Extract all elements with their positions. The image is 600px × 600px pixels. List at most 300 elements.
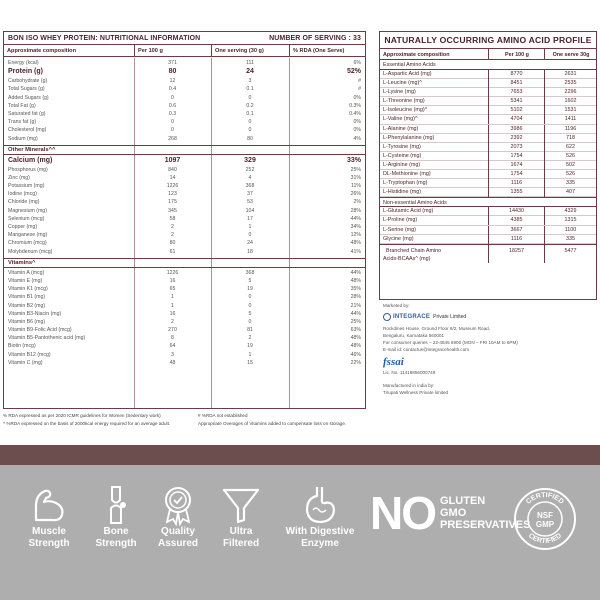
amino-name: L-Tryptophan (mg) [383, 180, 428, 187]
nutrient-row [4, 277, 365, 285]
nutrient-row [4, 342, 365, 350]
amino-row [380, 106, 596, 115]
nutrient-name: Carbohydrate (g) [8, 78, 48, 85]
nutrient-name: Saturated fat (g) [8, 110, 46, 117]
filter-funnel-icon [220, 484, 262, 526]
free-from-item: GLUTEN [440, 495, 486, 507]
rda-value: 48% [350, 343, 361, 350]
essential-rows [380, 70, 596, 197]
servings-count: NUMBER OF SERVING : 33 [269, 34, 361, 42]
rda-value: 25% [350, 166, 361, 173]
brand-suffix: Private Limited [433, 313, 467, 320]
integrace-logo [383, 311, 593, 322]
serving-value: 0 [248, 302, 252, 309]
serving-value: 0.2 [246, 102, 254, 109]
serving-value: 0 [248, 127, 252, 134]
per100-value: 3986 [488, 125, 544, 134]
nutrient-row [4, 231, 365, 239]
rda-value: 2% [353, 199, 361, 206]
serve-value: 1196 [544, 125, 596, 134]
serve-value: 2631 [544, 70, 596, 79]
nutrient-name: Vitamin B9-Folic Acid (mcg) [8, 327, 72, 334]
amino-row [380, 216, 596, 225]
nutrient-name: Vitamin B1 (mg) [8, 294, 46, 301]
nutrient-row [4, 67, 365, 77]
amino-name: L-Histidine (mg) [383, 189, 422, 196]
serve-value: 335 [544, 235, 596, 244]
nutrient-row [4, 285, 365, 293]
email-line: E-mail id: contactus@integracehealth.com [383, 347, 470, 352]
serving-value: 19 [247, 286, 253, 293]
serve-value: 1602 [544, 97, 596, 106]
nutrient-row [4, 215, 365, 223]
per100-value: 0 [171, 127, 174, 134]
feature-line2: Assured [157, 538, 198, 549]
amino-name: L-Tyrosine (mg) [383, 143, 421, 150]
per100-value: 16 [169, 310, 176, 317]
serve-value: 502 [544, 161, 596, 170]
amino-row [380, 207, 596, 216]
serve-value: 1411 [544, 115, 596, 124]
feature-line2: Enzyme [301, 538, 339, 549]
essential-section-title: Essential Amino Acids [380, 60, 596, 70]
rda-value: 48% [350, 277, 361, 284]
col-serving: One serving (30 g) [211, 45, 289, 56]
per100-value: 1 [171, 294, 174, 301]
bcaa-line1: Branched Chain Amino [386, 247, 442, 254]
amino-row [380, 143, 596, 152]
nutrient-row [4, 318, 365, 326]
col-composition: Approximate composition [383, 52, 450, 58]
per100-value: 12 [169, 78, 176, 85]
nonessential-section-title: Non-essential Amino Acids [380, 197, 596, 207]
nutrient-row [4, 77, 365, 85]
serving-value: 3 [248, 78, 252, 85]
marketer-block [383, 303, 593, 396]
bone-joint-icon [95, 484, 137, 526]
per100-value: 371 [168, 60, 177, 66]
per100-value: 0 [171, 119, 174, 126]
address-line: Bengaluru, Karnataka 560001 [383, 333, 445, 338]
per100-value: 3667 [488, 226, 544, 235]
per100-value: 14 [169, 174, 176, 181]
nutrient-row [4, 174, 365, 182]
per100-value: 80 [169, 240, 176, 247]
rda-value: 44% [350, 215, 361, 222]
column-divider [134, 58, 135, 408]
nutrient-name: Magnesium (mg) [8, 207, 47, 214]
vitamin-rows [4, 269, 365, 367]
nutrient-row [4, 118, 365, 126]
per100-value: 14430 [488, 207, 544, 216]
amino-name: L-Phenylalanine (mg) [383, 134, 435, 141]
per100-value: 0.3 [168, 110, 177, 117]
per100-value: 4385 [488, 216, 544, 225]
per100-value: 2 [171, 318, 174, 325]
serve-value: 718 [544, 134, 596, 143]
free-from-claims [370, 487, 531, 539]
per100-value: 58 [169, 215, 176, 222]
per100-value: 123 [168, 191, 177, 198]
nutrient-row [4, 302, 365, 310]
rda-value: 46% [350, 351, 361, 358]
feature-line1: With Digestive [285, 526, 355, 537]
per100-value: 1674 [488, 161, 544, 170]
per100-value: 270 [168, 327, 177, 334]
rda-value: 35% [350, 286, 361, 293]
free-from-item: GMO [440, 507, 467, 519]
serve-value: 2296 [544, 88, 596, 97]
per100-value: 1116 [488, 179, 544, 188]
per100-value: 80 [168, 68, 177, 76]
serving-value: 0 [248, 294, 252, 301]
per100-value: 1355 [488, 188, 544, 197]
marketed-by-label: Marketed by: [383, 303, 410, 308]
serve-value: 526 [544, 152, 596, 161]
amino-row [380, 125, 596, 134]
seal-bottom-text: CERTIFIED [526, 532, 564, 546]
amino-title: NATURALLY OCCURRING AMINO ACID PROFILE [380, 32, 596, 49]
amino-row [380, 97, 596, 106]
bcaa-line2: Acids-BCAAs^ (mg) [383, 255, 431, 262]
serving-value: 5 [248, 310, 252, 317]
amino-row [380, 226, 596, 235]
nutrient-row [4, 248, 365, 256]
per100-value: 1226 [166, 269, 179, 276]
feature-quality-assured [147, 484, 209, 550]
col-serve: One serve 30g [544, 49, 596, 59]
feature-digestive-enzyme [277, 484, 363, 550]
per100-value: 268 [168, 135, 177, 142]
per100-value: 2 [171, 224, 174, 230]
brand-name: INTEGRACE [393, 313, 431, 320]
amino-name: L-Proline (mg) [383, 217, 418, 224]
serving-value: 368 [245, 183, 255, 190]
serve-value: 2535 [544, 79, 596, 88]
rda-value: # [358, 78, 361, 85]
nutrient-name: Potassium (mg) [8, 183, 45, 190]
nutrient-row [4, 102, 365, 110]
amino-row [380, 88, 596, 97]
nutrient-name: Protein (g) [8, 68, 43, 76]
stomach-icon [299, 484, 341, 526]
serving-value: 5 [248, 277, 252, 284]
serving-value: 17 [247, 215, 253, 222]
feature-line1: Ultra [229, 526, 253, 537]
serving-value: 252 [245, 166, 255, 173]
footnote-text: Appropriate Overages of Vitamins added to compensate loss on storage. [198, 421, 347, 426]
per100-value: 0.6 [168, 102, 177, 109]
nutrient-name: Trans fat (g) [8, 119, 37, 126]
rda-value: 6% [353, 60, 361, 66]
amino-row [380, 79, 596, 88]
per100-value: 840 [168, 166, 177, 173]
per100-value: 7653 [488, 88, 544, 97]
nutrient-name: Calcium (mg) [8, 156, 53, 164]
nutrient-name: Cholesterol (mg) [8, 127, 47, 134]
nutrient-row [4, 110, 365, 118]
nutrient-name: Vitamin B12 (mcg) [8, 351, 51, 358]
serving-value: 0 [248, 94, 252, 101]
rda-value: 63% [350, 327, 361, 334]
col-rda: % RDA (One Serve) [289, 45, 365, 56]
per100-value: 4704 [488, 115, 544, 124]
per100-value: 2392 [488, 134, 544, 143]
nutrient-name: Selenium (mcg) [8, 215, 45, 222]
nutrient-name: Iodine (mcg) [8, 191, 37, 198]
nutrition-header [4, 32, 365, 45]
rda-value: 44% [350, 310, 361, 317]
manufacturer-name: Tirupati Wellness Private limited [383, 390, 449, 395]
column-divider [289, 58, 290, 408]
serving-value: 329 [244, 156, 256, 164]
amino-name: L-Valine (mg)^ [383, 116, 418, 123]
per100-value: 64 [169, 343, 176, 350]
serving-value: 53 [247, 199, 253, 206]
nonessential-rows [380, 207, 596, 243]
nutrient-name: Vitamin C (mg) [8, 359, 43, 366]
license-number: Lic. No. 11419856000749 [383, 370, 436, 375]
serving-value: 4 [248, 174, 252, 181]
col-per100: Per 100 g [134, 45, 211, 56]
nutrient-name: Total Sugars (g) [8, 86, 45, 93]
per100-value: 3 [171, 351, 174, 358]
quality-medal-icon [157, 484, 199, 526]
nutrient-name: Total Fat (g) [8, 102, 36, 109]
serving-value: 0.1 [246, 86, 254, 93]
rda-value: 31% [350, 174, 361, 181]
nutrient-name: Chromium (mcg) [8, 240, 47, 247]
amino-name: L-Serine (mg) [383, 226, 416, 233]
serve-value: 1531 [544, 106, 596, 115]
nutrient-row [4, 182, 365, 190]
nutrient-row [4, 59, 365, 67]
amino-name: L-Aspartic Acid (mg) [383, 71, 432, 77]
nutrition-panel [3, 31, 366, 409]
footnote-text: % RDA expressed as per 2020 ICMR guidelines for Women (Sedentary work) [3, 413, 161, 418]
column-divider [211, 58, 212, 408]
muscle-arm-icon [28, 484, 70, 526]
serve-value: 1315 [544, 216, 596, 225]
serve-value: 526 [544, 170, 596, 179]
bcaa-label [380, 245, 488, 263]
nutrient-row [4, 269, 365, 277]
rda-value: # [358, 86, 361, 93]
bcaa-serve: 5477 [544, 245, 596, 263]
nutrient-name: Chloride (mg) [8, 199, 40, 206]
serve-value: 407 [544, 188, 596, 197]
nutrient-row [4, 85, 365, 93]
per100-value: 2 [171, 232, 174, 239]
feature-line2: Filtered [222, 538, 260, 549]
serving-value: 0 [248, 318, 252, 325]
nutrient-row [4, 126, 365, 134]
rda-value: 33% [346, 156, 361, 164]
nutrient-name: Copper (mg) [8, 224, 38, 230]
nutrient-name: Vitamin B6 (mg) [8, 318, 46, 325]
amino-row [380, 235, 596, 244]
amino-name: L-Alanine (mg) [383, 125, 419, 132]
manufactured-label: Manufactured in india by: [383, 383, 435, 388]
nutrient-row [4, 359, 365, 367]
amino-name: L-Arginine (mg) [383, 161, 421, 168]
nutrient-name: Vitamin A (mcg) [8, 269, 45, 276]
per100-value: 61 [169, 248, 176, 255]
per100-value: 8770 [488, 70, 544, 79]
seal-line1: NSF [537, 511, 553, 520]
rda-value: 41% [350, 248, 361, 255]
nutrient-row [4, 293, 365, 301]
nutrient-name: Energy (kcal) [8, 60, 39, 66]
nutrient-name: Manganese (mg) [8, 232, 48, 239]
nutrient-row [4, 207, 365, 215]
integrace-logo-icon [383, 313, 391, 321]
nutrient-row [4, 334, 365, 342]
nutrient-name: Zinc (mg) [8, 174, 30, 181]
rda-value: 48% [350, 240, 361, 247]
amino-row [380, 188, 596, 197]
nutrient-row [4, 239, 365, 247]
rda-value: 34% [350, 224, 361, 230]
rda-value: 0% [353, 94, 361, 101]
feature-muscle-strength [18, 484, 80, 550]
per100-value: 16 [169, 277, 176, 284]
footnote-text: # %RDA not established [198, 413, 248, 418]
amino-name: L-Glutamic Acid (mg) [383, 208, 434, 215]
amino-row [380, 179, 596, 188]
per100-value: 1754 [488, 152, 544, 161]
amino-row [380, 161, 596, 170]
feature-line2: Strength [28, 538, 70, 549]
nutrient-name: Molybdenum (mcg) [8, 248, 53, 255]
amino-row [380, 115, 596, 124]
serving-value: 18 [247, 248, 253, 255]
nutrient-row [4, 156, 365, 166]
serving-value: 111 [246, 60, 254, 66]
footnote-text: ^ %RDA expressed on the basis of 2000kcal energy required for an average adult. [3, 421, 171, 426]
amino-column-headers [380, 49, 596, 60]
rda-value: 11% [351, 183, 361, 190]
feature-line1: Bone [103, 526, 129, 537]
rda-value: 12% [350, 232, 361, 239]
per100-value: 1097 [164, 156, 181, 164]
col-composition: Approximate composition [7, 48, 76, 54]
nutrient-row [4, 94, 365, 102]
serve-value: 4329 [544, 207, 596, 216]
rda-value: 25% [350, 318, 361, 325]
amino-name: L-Isoleucine (mg)^ [383, 107, 428, 114]
amino-name: L-Cysteine (mg) [383, 152, 422, 159]
per100-value: 2073 [488, 143, 544, 152]
nutrient-name: Vitamin K1 (mcg) [8, 286, 48, 293]
amino-name: DL-Methionine (mg) [383, 171, 431, 178]
per100-value: 1754 [488, 170, 544, 179]
nutrient-name: Phosphorus (mg) [8, 166, 48, 173]
serving-value: 1 [248, 351, 252, 358]
nutrient-name: Vitamin B3-Niacin (mg) [8, 310, 62, 317]
per100-value: 345 [168, 207, 177, 214]
rda-value: 52% [346, 68, 361, 76]
serving-value: 80 [247, 135, 253, 142]
per100-value: 48 [169, 359, 176, 366]
nutrient-name: Added Sugars (g) [8, 94, 49, 101]
bcaa-per100: 18257 [488, 245, 544, 263]
rda-value: 21% [350, 302, 361, 309]
amino-name: L-Threonine (mg) [383, 98, 425, 105]
rda-value: 28% [350, 294, 361, 301]
serve-value: 1100 [544, 226, 596, 235]
rda-value: 0.4% [349, 110, 361, 117]
serving-value: 0 [248, 119, 252, 126]
no-text: NO [370, 487, 435, 539]
footnote-row [3, 413, 368, 421]
mineral-rows [4, 156, 365, 256]
minerals-section-title: Other Minerals^^ [4, 145, 365, 155]
per100-value: 1116 [488, 235, 544, 244]
nutrient-name: Vitamin B2 (mg) [8, 302, 46, 309]
seal-line2: GMP [535, 520, 555, 529]
serving-value: 15 [247, 359, 253, 366]
serve-value: 622 [544, 143, 596, 152]
per100-value: 0 [171, 94, 174, 101]
amino-row [380, 170, 596, 179]
serving-value: 104 [245, 207, 255, 214]
bcaa-row [380, 244, 596, 263]
fssai-logo: fssai [383, 356, 404, 368]
feature-line2: Strength [95, 538, 137, 549]
nutrient-name: Vitamin E (mg) [8, 277, 43, 284]
serving-value: 37 [247, 191, 253, 198]
nutrient-name: Biotin (mcg) [8, 343, 36, 350]
amino-name: L-Leucine (mg)^ [383, 80, 422, 87]
rda-value: 26% [350, 191, 361, 198]
rda-value: 0% [353, 127, 361, 134]
nutrient-row [4, 166, 365, 174]
serving-value: 24 [247, 240, 253, 247]
per100-value: 8451 [488, 79, 544, 88]
serving-value: 81 [247, 327, 253, 334]
rda-value: 22% [350, 359, 361, 366]
nutrition-footnotes [3, 413, 368, 429]
serving-value: 19 [247, 343, 253, 350]
per100-value: 5341 [488, 97, 544, 106]
nutrient-name: Sodium (mg) [8, 135, 38, 142]
nutrient-rows [4, 57, 365, 143]
per100-value: 8 [171, 335, 174, 342]
serving-value: 2 [248, 335, 252, 342]
serving-value: 0.1 [246, 110, 254, 117]
amino-name: L-Lysine (mg) [383, 89, 416, 96]
nutrient-name: Vitamin B5-Pantothenic acid (mg) [8, 335, 86, 342]
decorative-band [0, 445, 600, 465]
per100-value: 0.4 [168, 86, 177, 93]
nutrient-row [4, 326, 365, 334]
rda-value: 0.3% [349, 102, 361, 109]
vitamins-section-title: Vitamins^ [4, 258, 365, 268]
address-line: Rockdines House, Ground Floor 9/2, Museum Road, [383, 326, 490, 331]
serving-value: 24 [246, 68, 254, 76]
nutrient-row [4, 190, 365, 198]
rda-value: 44% [350, 269, 361, 276]
per100-value: 1 [171, 302, 174, 309]
free-from-item: PRESERVATIVES [440, 519, 531, 531]
feature-line1: Muscle [32, 526, 66, 537]
feature-ultra-filtered [210, 484, 272, 550]
amino-row [380, 70, 596, 79]
nutrient-row [4, 310, 365, 318]
amino-name: Glycine (mg) [383, 235, 414, 242]
rda-value: 4% [353, 135, 361, 142]
